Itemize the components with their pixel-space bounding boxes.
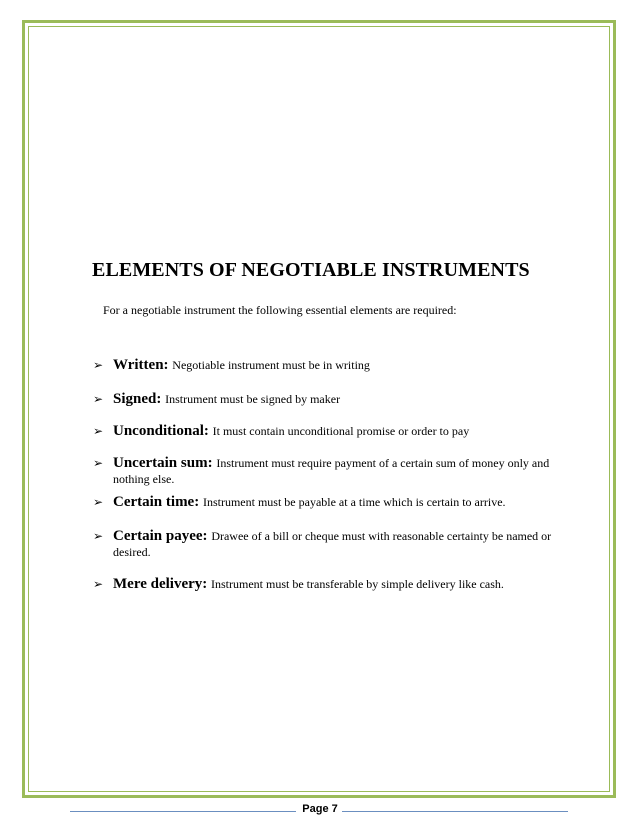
footer-divider-left <box>70 811 296 812</box>
item-term: Written: <box>113 357 173 373</box>
page-number: Page 7 <box>302 803 338 815</box>
item-term: Certain time: <box>113 494 203 510</box>
intro-text: For a negotiable instrument the following essential elements are required: <box>103 303 457 317</box>
arrow-bullet-icon: ➢ <box>93 358 104 372</box>
item-description: Instrument must be signed by maker <box>165 392 341 406</box>
arrow-bullet-icon: ➢ <box>93 495 104 509</box>
item-term: Certain payee: <box>113 528 212 544</box>
item-description: Instrument must be transferable by simple delivery like cash. <box>211 577 504 591</box>
list-item <box>92 494 506 510</box>
item-description: Instrument must require payment of a certain sum of money only and nothing else. <box>113 456 550 486</box>
page-title: ELEMENTS OF NEGOTIABLE INSTRUMENTS <box>92 259 530 281</box>
item-description: Drawee of a bill or cheque must with reasonable certainty be named or desired. <box>113 529 552 559</box>
arrow-bullet-icon: ➢ <box>93 424 104 438</box>
item-description: Negotiable instrument must be in writing <box>172 358 370 372</box>
item-description: It must contain unconditional promise or order to pay <box>212 424 470 438</box>
arrow-bullet-icon: ➢ <box>93 392 104 406</box>
list-item <box>92 391 340 407</box>
list-item <box>92 455 572 487</box>
arrow-bullet-icon: ➢ <box>93 529 104 543</box>
list-item <box>92 423 469 439</box>
item-term: Mere delivery: <box>113 576 212 592</box>
list-item <box>92 576 504 592</box>
arrow-bullet-icon: ➢ <box>93 577 104 591</box>
arrow-bullet-icon: ➢ <box>93 456 104 470</box>
item-term: Unconditional: <box>113 423 213 439</box>
item-term: Uncertain sum: <box>113 455 217 471</box>
page-border-inner <box>28 26 610 792</box>
list-item <box>92 528 572 560</box>
list-item <box>92 357 370 373</box>
footer-divider-right <box>342 811 568 812</box>
item-description: Instrument must be payable at a time which is certain to arrive. <box>202 495 506 509</box>
item-term: Signed: <box>113 391 166 407</box>
